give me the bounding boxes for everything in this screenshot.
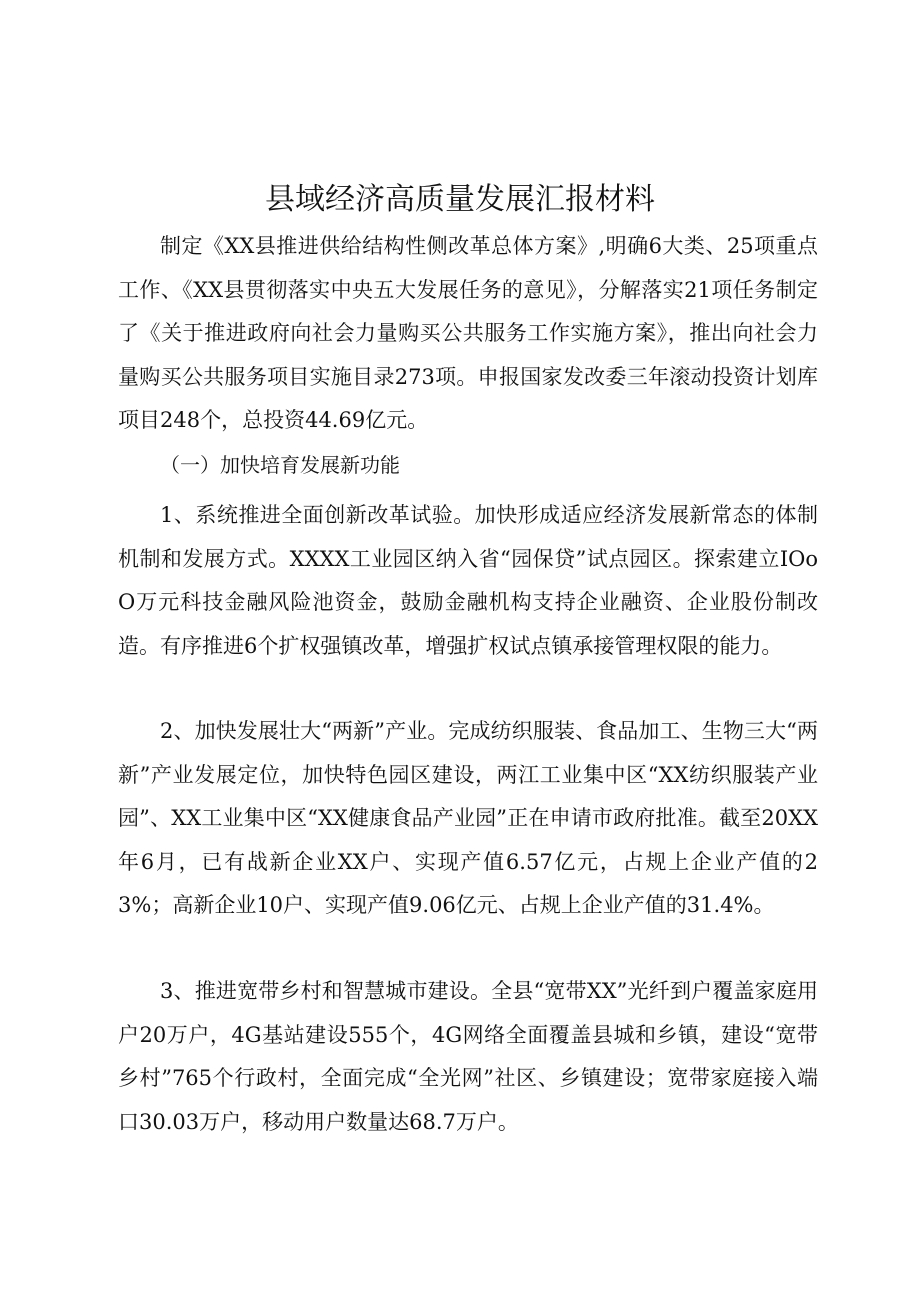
section-heading: （一）加快培育发展新功能 — [160, 453, 400, 477]
paragraph-item-3: 3、推进宽带乡村和智慧城市建设。全县“宽带XX”光纤到户覆盖家庭用户20万户，4G基站建设555个，4G网络全面覆盖县城和乡镇，建设“宽带乡村”765个行政村，全面完成“全光网”社区、乡镇建设；宽带家庭接入端口30.03万户，移动用户数量达68.7万户。 — [118, 979, 818, 1134]
paragraph-item-1: 1、系统推进全面创新改革试验。加快形成适应经济发展新常态的体制机制和发展方式。XXXX工业园区纳入省“园保贷”试点园区。探索建立IOoO万元科技金融风险池资金，鼓励金融机构支持企业融资、企业股份制改造。有序推进6个扩权强镇改革，增强扩权试点镇承接管理权限的能力。 — [118, 503, 818, 658]
paragraph-intro: 制定《XX县推进供给结构性侧改革总体方案》,明确6大类、25项重点工作、《XX县贯彻落实中央五大发展任务的意见》，分解落实21项任务制定了《关于推进政府向社会力量购买公共服务工作实施方案》，推出向社会力量购买公共服务项目实施目录273项。申报国家发改委三年滚动投资计划库项目248个，总投资44.69亿元。 — [118, 234, 818, 432]
document-title: 县域经济高质量发展汇报材料 — [265, 182, 655, 217]
paragraph-item-2: 2、加快发展壮大“两新”产业。完成纺织服装、食品加工、生物三大“两新”产业发展定位，加快特色园区建设，两江工业集中区“XX纺织服装产业园”、XX工业集中区“XX健康食品产业园”正在申请市政府批准。截至20XX年6月，已有战新企业XX户、实现产值6.57亿元，占规上企业产值的23%；高新企业10户、实现产值9.06亿元、占规上企业产值的31.4%。 — [118, 719, 818, 917]
